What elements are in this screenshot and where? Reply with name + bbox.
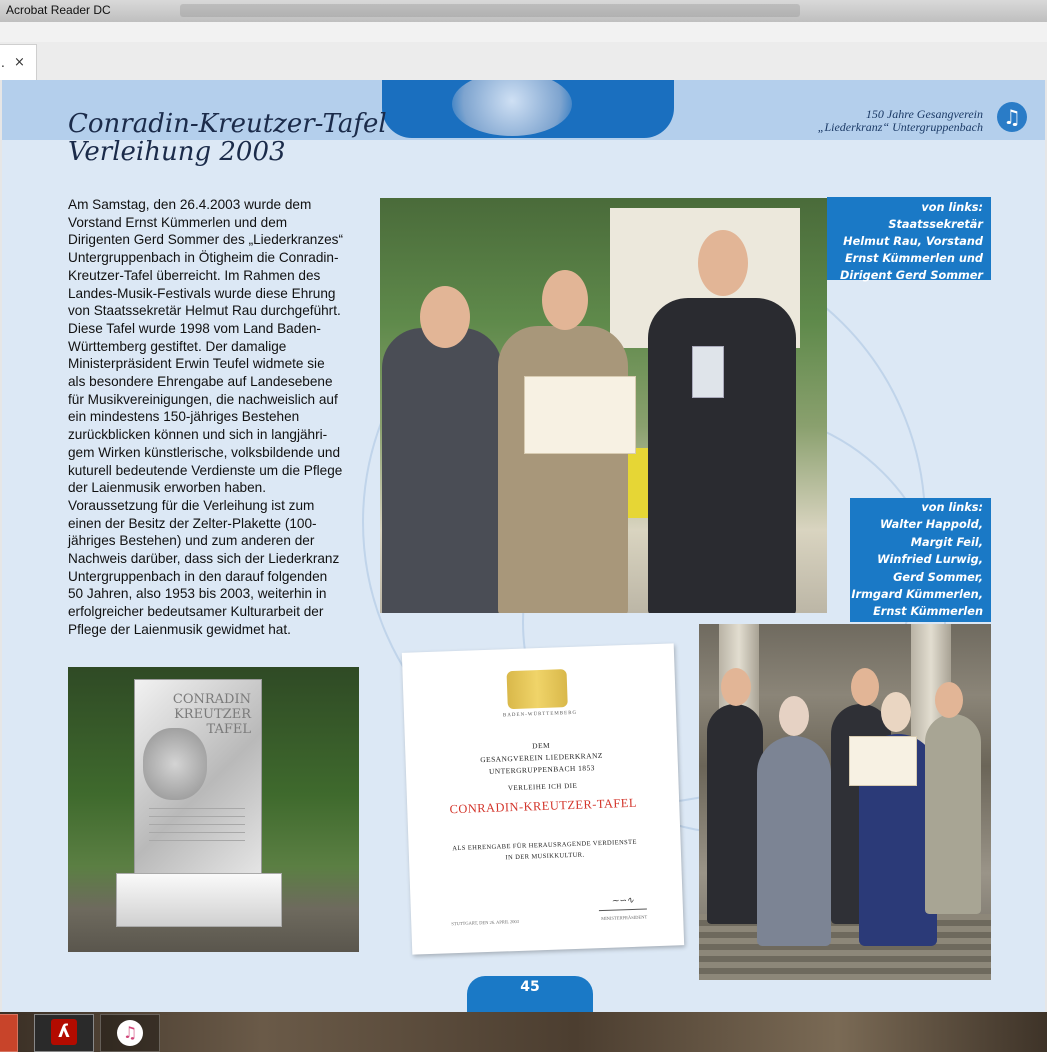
photo-person-head (935, 682, 963, 718)
photo-person-head (721, 668, 751, 706)
photo-person-head (881, 692, 911, 732)
certificate-signer: MINISTERPRÄSIDENT (601, 914, 648, 922)
pdf-page (2, 80, 1045, 1012)
taskbar (0, 1012, 1047, 1052)
photo-award-plaque (692, 346, 724, 398)
certificate-state: BADEN-WÜRTTEMBERG (502, 710, 578, 719)
taskbar-acrobat-button[interactable] (34, 1014, 94, 1052)
page-title: Conradin-Kreutzer-Tafel Verleihung 2003 (68, 109, 387, 167)
photo-person-head (851, 668, 879, 706)
header-medal-image (382, 80, 674, 138)
conradin-kreutzer-plaque (134, 679, 262, 879)
photo-person (707, 704, 763, 924)
document-tab-label: . (1, 56, 5, 70)
title-bar (0, 0, 1047, 23)
photo-person-head (542, 270, 588, 330)
plaque-photo (68, 667, 359, 952)
tab-bar (0, 42, 1047, 81)
photo-certificate (849, 736, 917, 786)
certificate-reason: ALS EHRENGABE FÜR HERAUSRAGENDE VERDIENSTE IN DER MUSIKKULTUR. (452, 838, 637, 862)
certificate-image (402, 643, 684, 954)
photo-person-head (779, 696, 809, 736)
photo-person (498, 326, 628, 613)
title-bar-document-name (180, 4, 800, 17)
award-ceremony-photo (380, 198, 827, 613)
group-photo (699, 624, 991, 980)
photo-certificate (524, 376, 636, 454)
plaque-portrait (143, 728, 207, 800)
photo-person (757, 736, 831, 946)
itunes-icon: ♫ (117, 1020, 143, 1046)
close-tab-icon[interactable]: × (14, 55, 25, 70)
article-text: Am Samstag, den 26.4.2003 wurde dem Vorstand Ernst Kümmerlen und dem Dirigenten Gerd Sommer des „Liederkranzes“ Untergruppenbach in Ötigheim die Conradin- Kreutzer-Tafel überreicht. Im Rahmen des Landes-Musik-Festivals wurde diese Ehrung von Staatssekretär Helmut Rau durchgeführt. Diese Tafel wurde 1998 vom Land Baden- Württemberg gestiftet. Der damalige Ministerpräsident Erwin Teufel widmete sie als besondere Ehrengabe auf Landesebene für Musikvereinigungen, die nachweislich auf ein mindestens 150-jähriges Bestehen zurückblicken können und sich in langjähri- gem Wirken künstlerische, volksbildende und kuturell bedeutende Verdienste um die Pflege der Laienmusik erworben haben. Voraussetzung für die Verleihung ist zum einen der Besitz der Zelter-Plakette (100- jähriges Bestehen) und zum anderen der Nachweis darüber, dass sich der Liederkranz Untergruppenbach in den darauf folgenden 50 Jahren, also 1953 bis 2003, weiterhin in erfolgreicher bedeutsamer Kulturarbeit der Pflege der Laienmusik gewidmet hat. (68, 197, 344, 637)
photo-person (382, 328, 502, 613)
acrobat-icon: ʎ (51, 1019, 77, 1045)
menu-bar (0, 22, 1047, 43)
certificate-signature: ∼∽∿ (598, 894, 646, 911)
plaque-base (116, 873, 282, 927)
photo-person (925, 714, 981, 914)
document-tab[interactable] (0, 44, 37, 80)
coat-of-arms-icon (507, 669, 568, 709)
medal-portrait (452, 80, 572, 136)
certificate-verb: VERLEIHE ICH DIE (507, 781, 578, 793)
plaque-inscription (149, 808, 245, 848)
header-right-text: 150 Jahre Gesangverein „Liederkranz“ Untergruppenbach (817, 107, 983, 134)
plaque-text: CONRADIN KREUTZER TAFEL (172, 692, 251, 737)
taskbar-itunes-button[interactable] (100, 1014, 160, 1052)
caption-photo-1: von links: Staatssekretär Helmut Rau, Vorstand Ernst Kümmerlen und Dirigent Gerd Sommer (827, 197, 991, 280)
music-note-logo-icon: ♫ (997, 102, 1027, 132)
caption-photo-3: von links: Walter Happold, Margit Feil, Winfried Lurwig, Gerd Sommer, Irmgard Kümmerlen, Ernst Kümmerlen (850, 498, 991, 622)
powerpoint-icon[interactable] (0, 1014, 18, 1052)
page-number: 45 (467, 976, 593, 1012)
document-viewport[interactable] (0, 80, 1047, 1012)
photo-person-head (698, 230, 748, 296)
photo-person-head (420, 286, 470, 348)
certificate-place-date: STUTTGART, DEN 26. APRIL 2003 (451, 918, 520, 927)
certificate-award-title: CONRADIN-KREUTZER-TAFEL (449, 795, 638, 817)
certificate-recipient: DEM GESANGVEREIN LIEDERKRANZ UNTERGRUPPENBACH 1853 (480, 740, 603, 776)
app-title: Acrobat Reader DC (6, 3, 111, 17)
